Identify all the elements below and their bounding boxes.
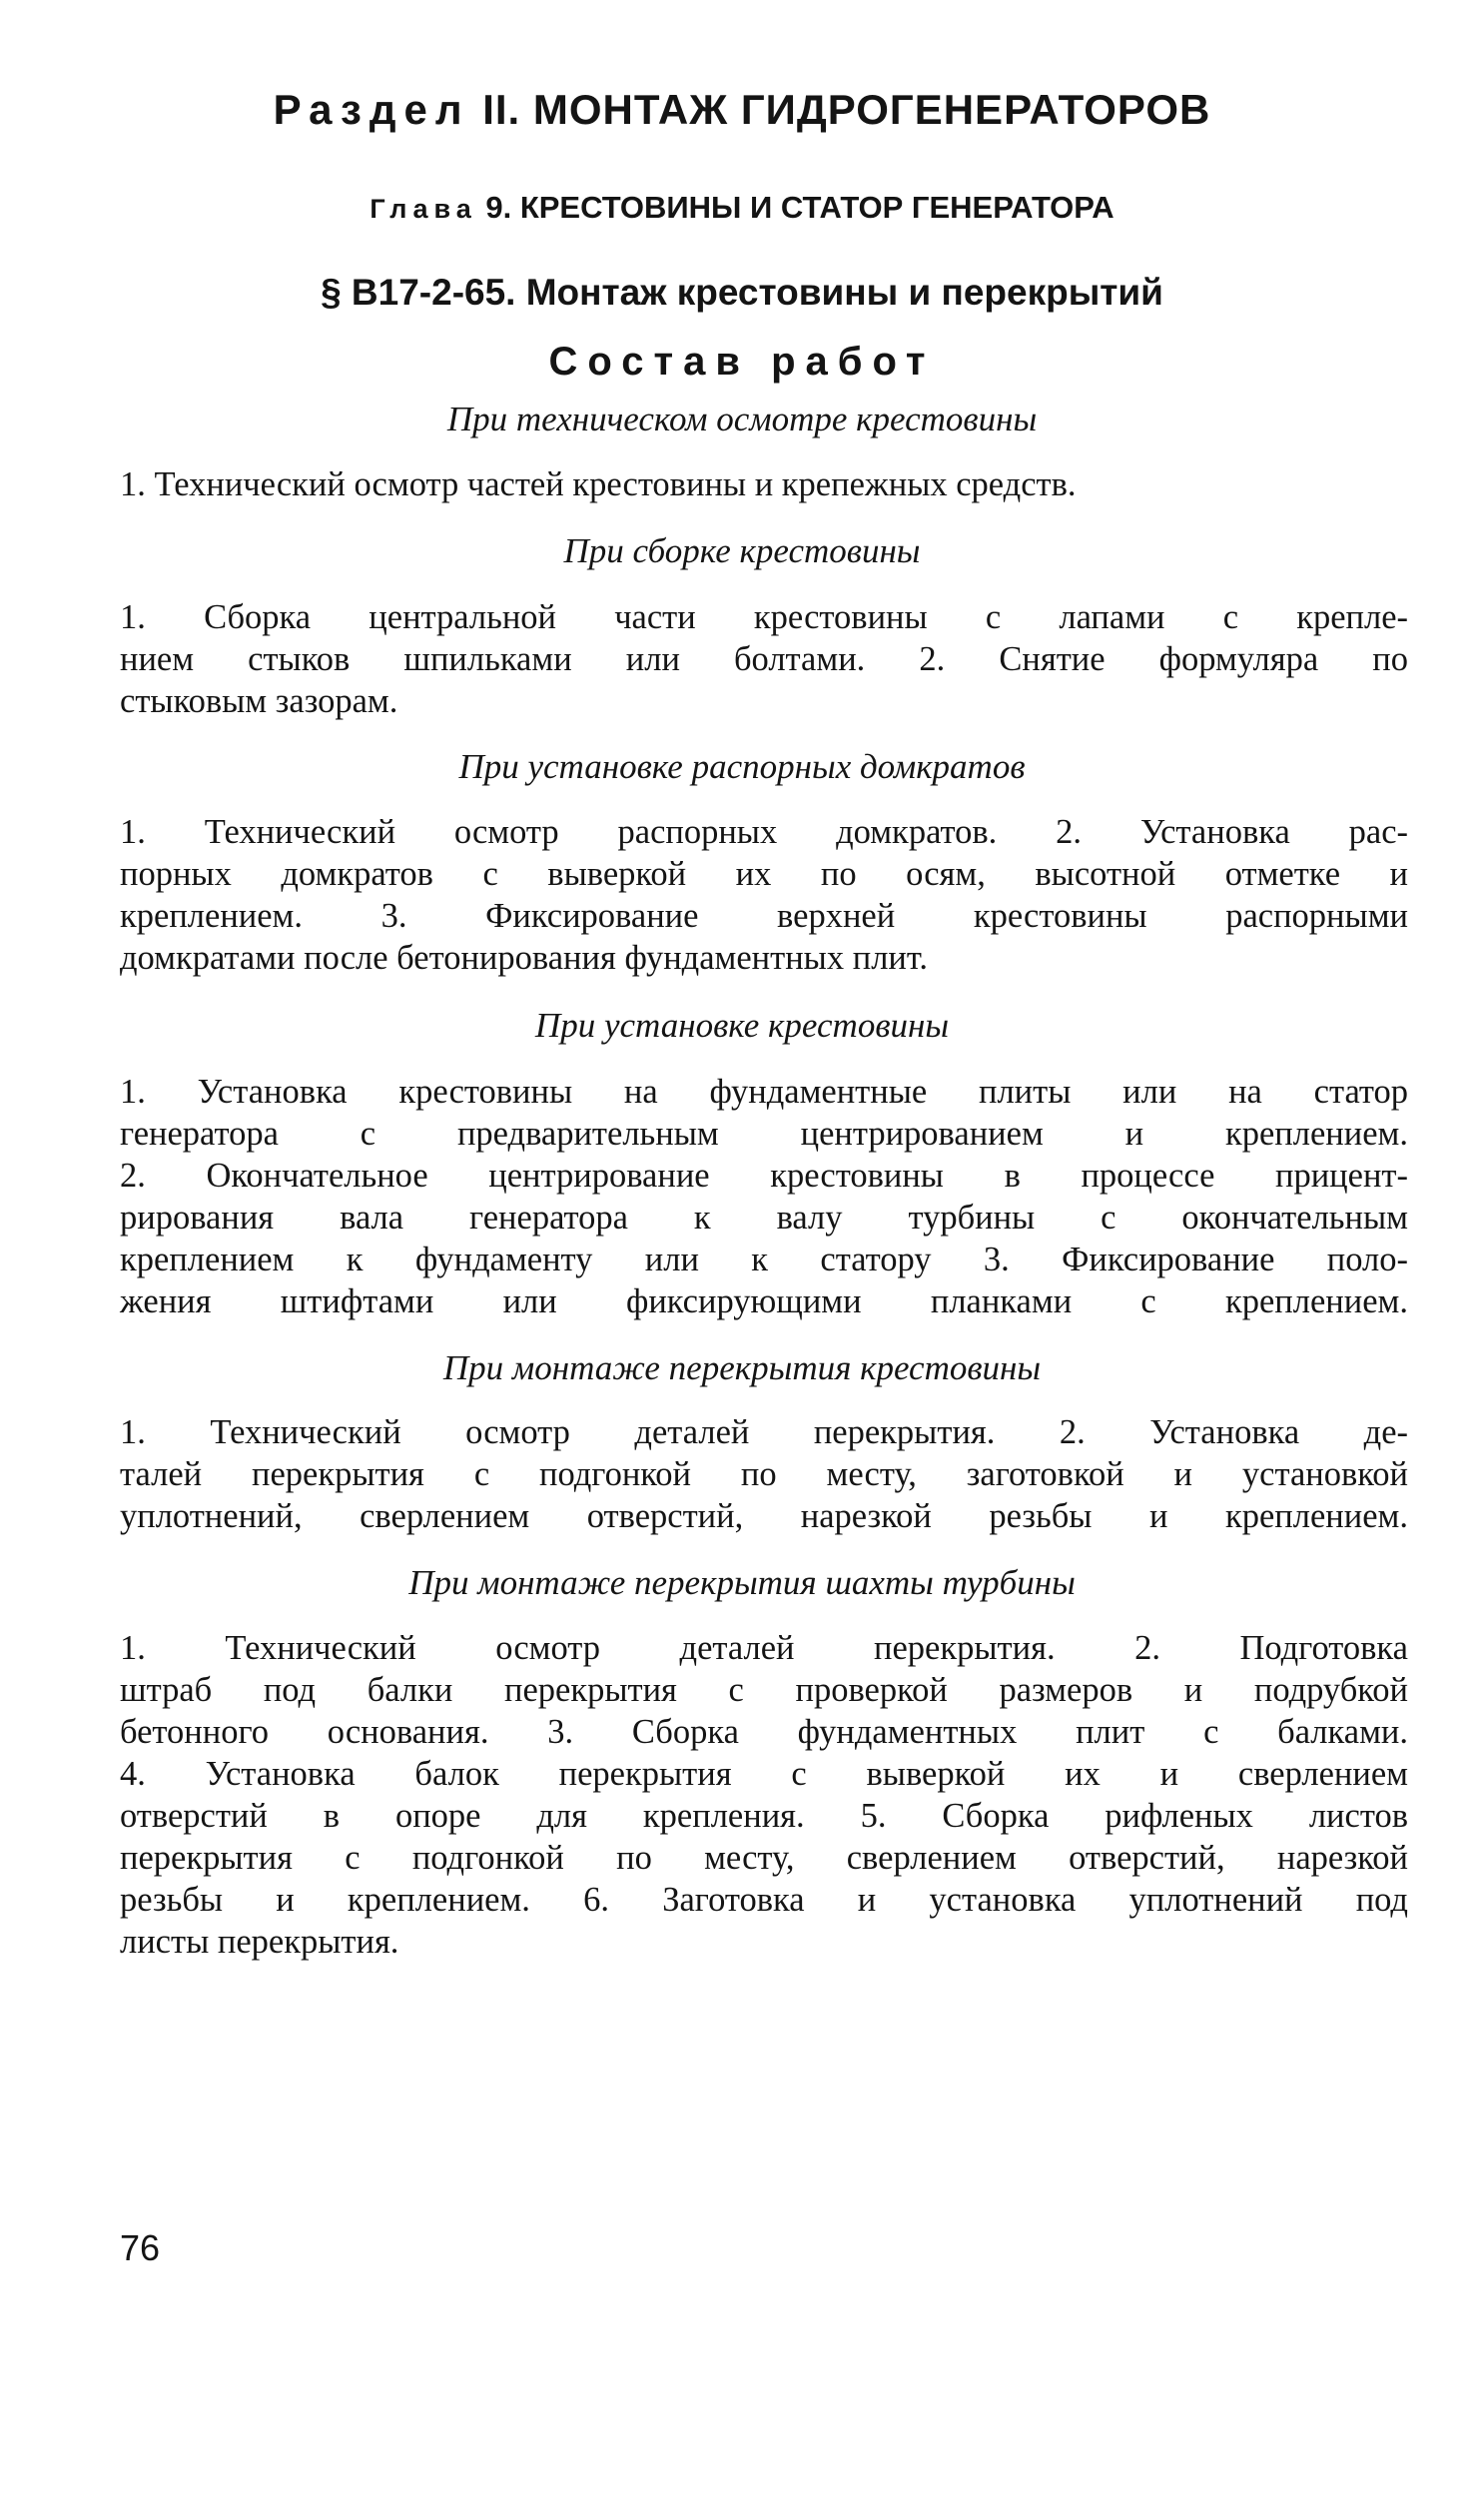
page-number: 76 [120, 2227, 161, 2268]
text-line: 1. Установка крестовины на фундаментные плиты или на статор [120, 1073, 1408, 1111]
text-line: уплотнений, сверлением отверстий, нарезкой резьбы и креплением. [120, 1497, 1408, 1535]
text-line: креплением. 3. Фиксирование верхней крестовины распорными [120, 897, 1408, 935]
text-line: резьбы и креплением. 6. Заготовка и установка уплотнений под [120, 1881, 1408, 1919]
text-line: 2. Окончательное центрирование крестовины в процессе прицент- [120, 1157, 1408, 1195]
text-line: креплением к фундаменту или к статору 3. Фиксирование поло- [120, 1241, 1408, 1278]
text-line: стыковым зазорам. [120, 682, 398, 720]
text-line: жения штифтами или фиксирующими планками с креплением. [120, 1282, 1408, 1320]
text-line: талей перекрытия с подгонкой по месту, заготовкой и установкой [120, 1455, 1408, 1493]
text-line: 1. Технический осмотр деталей перекрытия. 2. Установка де- [120, 1413, 1408, 1451]
subsection-body-crosspiece-cover [120, 1411, 1408, 1537]
text-line: домкратами после бетонирования фундаментных плит. [120, 939, 928, 977]
section-title [0, 86, 1484, 134]
work-composition-title: Состав работ [548, 340, 936, 384]
text-line: 1. Технический осмотр деталей перекрытия. 2. Подготовка [120, 1629, 1408, 1667]
subsection-body-inspection [120, 463, 1408, 505]
paragraph-title: § В17-2-65. Монтаж крестовины и перекрытий [321, 272, 1163, 313]
chapter-title-text: 9. КРЕСТОВИНЫ И СТАТОР ГЕНЕРАТОРА [485, 190, 1114, 225]
text-line: 4. Установка балок перекрытия с выверкой их и сверлением [120, 1755, 1408, 1793]
text-line: отверстий в опоре для крепления. 5. Сборка рифленых листов [120, 1797, 1408, 1835]
subsection-heading-shaft-cover: При монтаже перекрытия шахты турбины [408, 1563, 1076, 1602]
subsection-body-crosspiece [120, 1071, 1408, 1322]
text-line: 1. Технический осмотр частей крестовины и крепежных средств. [120, 465, 1077, 503]
chapter-title-lead: Глава [370, 194, 477, 224]
text-line: бетонного основания. 3. Сборка фундаментных плит с балками. [120, 1713, 1408, 1751]
text-line: генератора с предварительным центрированием и креплением. [120, 1115, 1408, 1153]
subsection-heading-assembly: При сборке крестовины [563, 531, 921, 570]
subsection-heading-crosspiece-cover: При монтаже перекрытия крестовины [442, 1348, 1042, 1387]
section-title-lead: Раздел [273, 86, 470, 133]
text-line: нием стыков шпильками или болтами. 2. Снятие формуляра по [120, 640, 1408, 678]
subsection-body-jacks [120, 811, 1408, 979]
text-line: штраб под балки перекрытия с проверкой размеров и подрубкой [120, 1671, 1408, 1709]
subsection-heading-crosspiece: При установке крестовины [534, 1006, 950, 1045]
subsection-body-shaft-cover [120, 1627, 1408, 1963]
text-line: рирования вала генератора к валу турбины с окончательным [120, 1199, 1408, 1237]
text-line: 1. Сборка центральной части крестовины с лапами с крепле- [120, 598, 1408, 636]
subsection-heading-jacks: При установке распорных домкратов [458, 747, 1026, 786]
text-line: листы перекрытия. [120, 1923, 399, 1961]
chapter-title [0, 190, 1484, 226]
section-title-text: II. МОНТАЖ ГИДРОГЕНЕРАТОРОВ [482, 86, 1211, 133]
text-line: порных домкратов с выверкой их по осям, высотной отметке и [120, 855, 1408, 893]
text-line: перекрытия с подгонкой по месту, сверлением отверстий, нарезкой [120, 1839, 1408, 1877]
text-line: 1. Технический осмотр распорных домкратов. 2. Установка рас- [120, 813, 1408, 851]
subsection-body-assembly [120, 596, 1408, 722]
subsection-heading-inspection: При техническом осмотре крестовины [446, 400, 1038, 438]
